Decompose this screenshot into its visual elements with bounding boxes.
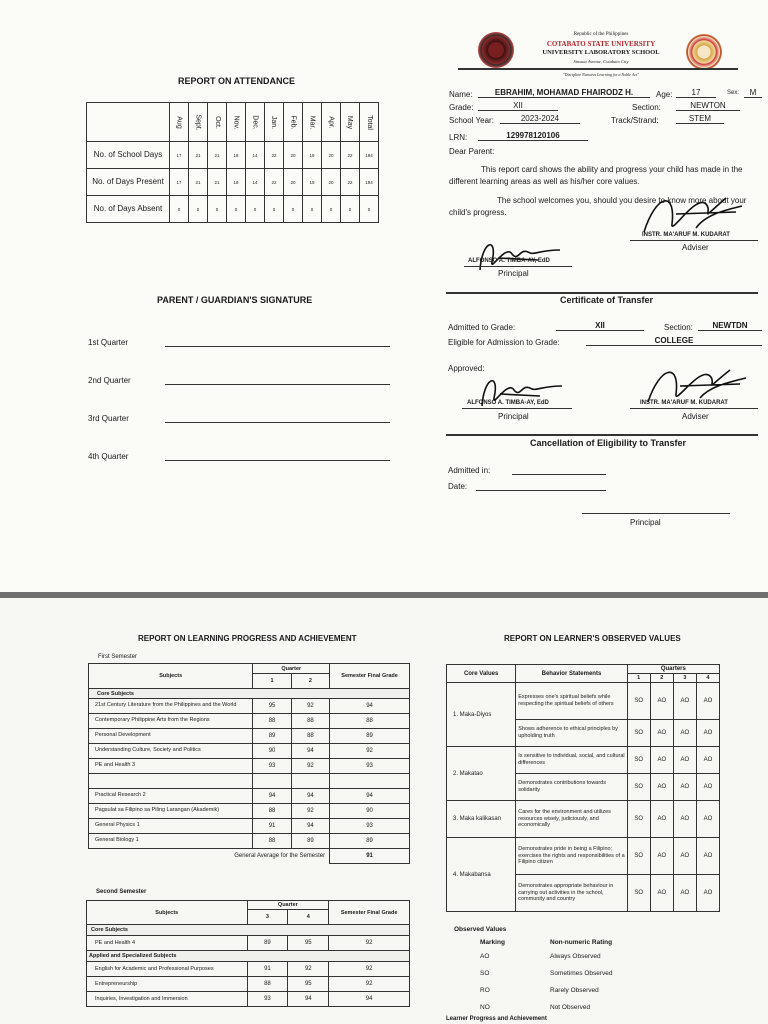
final-grade: 92 xyxy=(329,936,410,951)
behavior-statement: Expresses one's spiritual beliefs while respecting the spiritual beliefs of others xyxy=(516,683,627,720)
quarter-label: 1st Quarter xyxy=(88,338,129,347)
adviser-name-2: INSTR. MA'ARUF M. KUDARAT xyxy=(640,400,728,406)
legend-rating: Not Observed xyxy=(550,1004,591,1011)
adviser-signature-line xyxy=(630,240,758,241)
attendance-cell: 18 xyxy=(227,169,246,196)
values-title: REPORT ON LEARNER'S OBSERVED VALUES xyxy=(504,634,681,643)
core-subjects-header: Core Subjects xyxy=(87,925,410,936)
behavior-statement: Is sensitive to individual, social, and cultural differences xyxy=(516,747,627,774)
grade-q1: 88 xyxy=(253,804,291,819)
name-label: Name: xyxy=(449,90,473,99)
final-grade: 93 xyxy=(330,819,410,834)
attendance-row xyxy=(87,142,379,169)
values-table xyxy=(446,664,720,912)
admitted-grade: XII xyxy=(556,321,644,331)
grade-q2: 94 xyxy=(291,789,329,804)
student-track: STEM xyxy=(676,114,724,124)
subject-name: 21st Century Literature from the Philippines and the World xyxy=(89,699,253,714)
first-semester-table xyxy=(88,663,410,864)
grade-q1: 95 xyxy=(253,699,291,714)
value-mark: SO xyxy=(627,747,650,774)
attendance-cell: 21 xyxy=(189,142,208,169)
signature-line[interactable] xyxy=(165,460,390,461)
subject-row xyxy=(89,729,410,744)
subject-row xyxy=(87,977,410,992)
subject-name: Personal Development xyxy=(89,729,253,744)
student-sex: M xyxy=(744,88,762,98)
value-mark: AO xyxy=(673,801,696,838)
date-label: Date: xyxy=(448,482,468,491)
dear-parent: Dear Parent: xyxy=(449,147,495,156)
subject-row xyxy=(87,962,410,977)
marking-header: Marking xyxy=(480,939,505,946)
date-line[interactable] xyxy=(476,490,606,491)
attendance-cell: 0 xyxy=(189,196,208,223)
value-mark: AO xyxy=(696,747,719,774)
behavior-statement: Cares for the environment and utilizes resources wisely, judiciously, and economically xyxy=(516,801,627,838)
attendance-corner xyxy=(87,103,170,142)
attendance-cell: 14 xyxy=(246,169,265,196)
quarter-header: Quarter xyxy=(253,664,330,674)
final-grade xyxy=(330,774,410,789)
transfer-title: Certificate of Transfer xyxy=(560,295,654,305)
attendance-title: REPORT ON ATTENDANCE xyxy=(178,76,295,86)
values-row xyxy=(447,801,720,838)
lrn-label: LRN: xyxy=(449,133,468,142)
quarter-2-header: 2 xyxy=(291,674,329,689)
header-rule xyxy=(458,68,738,70)
month-header: Apr. xyxy=(327,115,335,129)
subject-row xyxy=(89,744,410,759)
subject-name: Understanding Culture, Society and Politics xyxy=(89,744,253,759)
university-name: COTABATO STATE UNIVERSITY xyxy=(546,40,656,48)
subjects-header: Subjects xyxy=(87,901,248,925)
grade-q1: 89 xyxy=(253,729,291,744)
subject-row xyxy=(89,714,410,729)
school-address: Sinsuat Avenue, Cotabato City xyxy=(573,59,629,64)
cancel-principal-role: Principal xyxy=(630,518,661,527)
school-name: UNIVERSITY LABORATORY SCHOOL xyxy=(542,49,660,56)
subject-row xyxy=(87,936,410,951)
eligible-grade-label: Eligible for Admission to Grade: xyxy=(448,338,560,347)
legend-marking: NO xyxy=(480,1004,490,1011)
grade-q2: 88 xyxy=(291,714,329,729)
attendance-row-label: No. of School Days xyxy=(87,142,170,169)
cancellation-title: Cancellation of Eligibility to Transfer xyxy=(530,438,687,448)
attendance-cell: 0 xyxy=(227,196,246,223)
principal-role: Principal xyxy=(498,269,529,278)
value-mark: AO xyxy=(650,875,673,912)
core-value-name: 1. Maka-Diyos xyxy=(447,683,516,747)
general-average-label: General Average for the Semester xyxy=(89,849,330,864)
value-mark: SO xyxy=(627,801,650,838)
values-row xyxy=(447,838,720,875)
signature-line[interactable] xyxy=(165,384,390,385)
subject-name: PE and Health 4 xyxy=(87,936,248,951)
subject-row xyxy=(89,789,410,804)
attendance-cell: 0 xyxy=(170,196,189,223)
subject-row xyxy=(89,759,410,774)
legend-rating: Always Observed xyxy=(550,953,601,960)
value-mark: AO xyxy=(673,838,696,875)
behavior-statement: Demonstrates appropriate behaviour in carrying out activities in the school, community and country xyxy=(516,875,627,912)
signature-line[interactable] xyxy=(165,422,390,423)
month-header: Jan. xyxy=(270,115,278,129)
subject-row xyxy=(89,804,410,819)
attendance-cell: 19 xyxy=(303,169,322,196)
grade-q4: 94 xyxy=(288,992,329,1007)
value-mark: AO xyxy=(650,747,673,774)
attendance-cell: 19 xyxy=(303,142,322,169)
grade-q4: 95 xyxy=(288,977,329,992)
attendance-cell: 0 xyxy=(303,196,322,223)
grade-q1: 93 xyxy=(253,759,291,774)
admitted-in-line[interactable] xyxy=(512,474,606,475)
subject-row xyxy=(89,699,410,714)
quarter-label: 2nd Quarter xyxy=(88,376,131,385)
quarter-label: 4th Quarter xyxy=(88,452,129,461)
attendance-cell: 0 xyxy=(246,196,265,223)
grade-q2: 92 xyxy=(291,759,329,774)
value-mark: AO xyxy=(696,720,719,747)
republic-text: Republic of the Philippines xyxy=(573,32,629,37)
attendance-cell: 0 xyxy=(265,196,284,223)
core-values-header: Core Values xyxy=(447,665,516,683)
attendance-cell: 14 xyxy=(246,142,265,169)
value-mark: AO xyxy=(650,774,673,801)
behavior-statements-header: Behavior Statements xyxy=(516,665,627,683)
legend-marking: AO xyxy=(480,953,490,960)
school-motto: "Discipline Nurtures Learning for a Noble Act" xyxy=(562,72,640,77)
csu-seal-logo xyxy=(478,32,514,68)
value-mark: AO xyxy=(673,747,696,774)
eligible-grade: COLLEGE xyxy=(586,336,762,346)
principal-signature-line-2 xyxy=(462,408,572,409)
quarter-4-header: 4 xyxy=(288,910,329,925)
subject-row xyxy=(87,992,410,1007)
attendance-cell: 0 xyxy=(322,196,341,223)
value-mark: SO xyxy=(627,774,650,801)
value-mark: AO xyxy=(696,838,719,875)
intro-paragraph: This report card shows the ability and progress your child has made in the different learning areas as well as his/her core values. xyxy=(449,165,743,186)
subject-name: General Biology 1 xyxy=(89,834,253,849)
grade-q2 xyxy=(291,774,329,789)
principal-name: ALFONSO A. TIMBA-AY, EdD xyxy=(468,258,550,264)
core-value-name: 4. Makabansa xyxy=(447,838,516,912)
approved-label: Approved: xyxy=(448,364,485,373)
subject-row xyxy=(89,819,410,834)
progress-title: REPORT ON LEARNING PROGRESS AND ACHIEVEMENT xyxy=(138,634,357,643)
value-mark: AO xyxy=(696,875,719,912)
school-year: 2023-2024 xyxy=(500,114,580,124)
grade-q2: 89 xyxy=(291,834,329,849)
quarter-label: 3rd Quarter xyxy=(88,414,129,423)
value-mark: AO xyxy=(650,838,673,875)
adviser-signature-line-2 xyxy=(630,408,758,409)
adviser-role: Adviser xyxy=(682,243,709,252)
transfer-rule xyxy=(446,292,758,294)
attendance-cell: 22 xyxy=(265,142,284,169)
final-grade: 92 xyxy=(329,962,410,977)
month-header: Nov. xyxy=(232,115,240,129)
attendance-cell: 194 xyxy=(360,142,379,169)
track-label: Track/Strand: xyxy=(611,116,659,125)
value-mark: SO xyxy=(627,838,650,875)
subject-name: English for Academic and Professional Purposes xyxy=(87,962,248,977)
quarters-header: Quarters xyxy=(627,665,719,674)
value-mark: AO xyxy=(673,774,696,801)
attendance-cell: 21 xyxy=(189,169,208,196)
value-mark: SO xyxy=(627,720,650,747)
grade-q3: 89 xyxy=(247,936,288,951)
subject-name: Inquiries, Investigation and Immersion xyxy=(87,992,248,1007)
attendance-cell: 22 xyxy=(341,169,360,196)
values-row xyxy=(447,683,720,720)
quarter-header: Quarter xyxy=(247,901,329,910)
sex-label: Sex: xyxy=(727,90,740,96)
subject-name: Pagsulat sa Filipino sa Piling Larangan (Akademik) xyxy=(89,804,253,819)
value-mark: AO xyxy=(650,683,673,720)
grade-q3: 88 xyxy=(247,977,288,992)
legend-marking: RO xyxy=(480,987,490,994)
value-mark: SO xyxy=(627,875,650,912)
final-grade: 90 xyxy=(330,804,410,819)
age-label: Age: xyxy=(656,90,673,99)
final-grade: 92 xyxy=(330,744,410,759)
cancel-principal-line xyxy=(582,513,730,514)
achievement-footer-title: Learner Progress and Achievement xyxy=(446,1016,547,1022)
grade-q2: 92 xyxy=(291,699,329,714)
values-quarter-header: 4 xyxy=(696,674,719,683)
subject-row xyxy=(89,834,410,849)
final-grade: 94 xyxy=(330,699,410,714)
nonnumeric-header: Non-numeric Rating xyxy=(550,939,613,946)
general-average: 91 xyxy=(330,849,410,864)
attendance-cell: 0 xyxy=(284,196,303,223)
adviser-name: INSTR. MA'ARUF M. KUDARAT xyxy=(642,232,730,238)
attendance-cell: 17 xyxy=(170,142,189,169)
subject-name: Practical Research 2 xyxy=(89,789,253,804)
attendance-row xyxy=(87,196,379,223)
month-header: Mar. xyxy=(308,115,316,129)
value-mark: AO xyxy=(650,801,673,838)
grade-q1: 94 xyxy=(253,789,291,804)
month-header: Aug xyxy=(175,115,183,129)
school-year-label: School Year: xyxy=(449,116,494,125)
subject-name: Contemporary Philippine Arts from the Regions xyxy=(89,714,253,729)
signature-line[interactable] xyxy=(165,346,390,347)
final-grade: 94 xyxy=(329,992,410,1007)
value-mark: AO xyxy=(696,801,719,838)
behavior-statement: Demonstrates contributions towards solidarity xyxy=(516,774,627,801)
subject-row xyxy=(89,774,410,789)
legend-rating: Rarely Observed xyxy=(550,987,599,994)
attendance-cell: 22 xyxy=(265,169,284,196)
grade-q4: 92 xyxy=(288,962,329,977)
value-mark: SO xyxy=(627,683,650,720)
uls-seal-logo xyxy=(686,34,722,70)
report-card-inner-page xyxy=(0,598,768,1024)
final-grade-header: Semester Final Grade xyxy=(329,901,410,925)
values-quarter-header: 3 xyxy=(673,674,696,683)
attendance-cell: 20 xyxy=(284,169,303,196)
grade-q1: 91 xyxy=(253,819,291,834)
grade-q3: 93 xyxy=(247,992,288,1007)
month-header: Oct. xyxy=(213,115,221,129)
grade-q1: 88 xyxy=(253,714,291,729)
value-mark: AO xyxy=(696,683,719,720)
attendance-row xyxy=(87,169,379,196)
quarter-1-header: 1 xyxy=(253,674,291,689)
section-label: Section: xyxy=(632,103,661,112)
second-semester-table xyxy=(86,900,410,1007)
month-header: Total xyxy=(365,114,373,130)
grade-label: Grade: xyxy=(449,103,474,112)
attendance-cell: 194 xyxy=(360,169,379,196)
quarter-3-header: 3 xyxy=(247,910,288,925)
values-quarter-header: 2 xyxy=(650,674,673,683)
grade-q1: 90 xyxy=(253,744,291,759)
welcome-paragraph: The school welcomes you, should you desire to know more about your child's progress. xyxy=(449,196,747,217)
admitted-in-label: Admitted in: xyxy=(448,466,491,475)
student-name: EBRAHIM, MOHAMAD FHAIRODZ H. xyxy=(478,88,650,98)
value-mark: AO xyxy=(696,774,719,801)
grade-q2: 94 xyxy=(291,744,329,759)
attendance-row-label: No. of Days Absent xyxy=(87,196,170,223)
core-value-name: 2. Makatao xyxy=(447,747,516,801)
subjects-header: Subjects xyxy=(89,664,253,689)
student-age: 17 xyxy=(676,88,716,98)
student-grade: XII xyxy=(478,101,558,111)
admitted-grade-label: Admitted to Grade: xyxy=(448,323,516,332)
attendance-table xyxy=(86,102,379,223)
attendance-cell: 20 xyxy=(284,142,303,169)
attendance-cell: 20 xyxy=(322,169,341,196)
legend-rating: Sometimes Observed xyxy=(550,970,613,977)
grade-q2: 92 xyxy=(291,804,329,819)
attendance-cell: 17 xyxy=(170,169,189,196)
subject-name: Entrepreneurship xyxy=(87,977,248,992)
behavior-statement: Demonstrates pride in being a Filipino; exercises the rights and responsibilities of a Filipino citizen xyxy=(516,838,627,875)
month-header: Dec. xyxy=(251,114,259,130)
subject-name: General Physics 1 xyxy=(89,819,253,834)
grade-q4: 95 xyxy=(288,936,329,951)
transfer-section-label: Section: xyxy=(664,323,693,332)
core-value-name: 3. Maka kalikasan xyxy=(447,801,516,838)
legend-marking: SO xyxy=(480,970,490,977)
final-grade-header: Semester Final Grade xyxy=(330,664,410,689)
cancellation-rule xyxy=(446,434,758,436)
student-lrn: 129978120106 xyxy=(478,131,588,141)
attendance-row-label: No. of Days Present xyxy=(87,169,170,196)
grade-q1: 88 xyxy=(253,834,291,849)
values-quarter-header: 1 xyxy=(627,674,650,683)
grade-q2: 88 xyxy=(291,729,329,744)
final-grade: 92 xyxy=(329,977,410,992)
value-mark: AO xyxy=(673,683,696,720)
first-semester-label: First Semester xyxy=(98,654,138,660)
final-grade: 89 xyxy=(330,729,410,744)
attendance-cell: 0 xyxy=(341,196,360,223)
month-header: Feb. xyxy=(289,114,297,130)
adviser-role-2: Adviser xyxy=(682,412,709,421)
applied-subjects-header: Applied and Specialized Subjects xyxy=(87,951,410,962)
principal-name-2: ALFONSO A. TIMBA-AY, EdD xyxy=(467,400,549,406)
second-semester-label: Second Semester xyxy=(96,889,147,895)
subject-name: PE and Health 3 xyxy=(89,759,253,774)
final-grade: 88 xyxy=(330,714,410,729)
grade-q1 xyxy=(253,774,291,789)
value-mark: AO xyxy=(673,720,696,747)
behavior-statement: Shows adherence to ethical principles by upholding truth xyxy=(516,720,627,747)
principal-signature-line xyxy=(464,266,572,267)
month-header: Sept. xyxy=(194,113,202,131)
grade-q2: 94 xyxy=(291,819,329,834)
grade-q3: 91 xyxy=(247,962,288,977)
values-row xyxy=(447,747,720,774)
final-grade: 89 xyxy=(330,834,410,849)
attendance-cell: 18 xyxy=(227,142,246,169)
attendance-cell: 0 xyxy=(208,196,227,223)
month-header: May xyxy=(346,115,354,129)
student-section: NEWTON xyxy=(676,101,740,111)
attendance-cell: 22 xyxy=(341,142,360,169)
attendance-cell: 21 xyxy=(208,142,227,169)
final-grade: 94 xyxy=(330,789,410,804)
guardian-title: PARENT / GUARDIAN'S SIGNATURE xyxy=(157,295,313,305)
transfer-section: NEWTDN xyxy=(698,321,762,331)
attendance-cell: 20 xyxy=(322,142,341,169)
subject-name xyxy=(89,774,253,789)
value-mark: AO xyxy=(673,875,696,912)
attendance-cell: 0 xyxy=(360,196,379,223)
value-mark: AO xyxy=(650,720,673,747)
legend-title: Observed Values xyxy=(454,926,507,933)
final-grade: 93 xyxy=(330,759,410,774)
principal-role-2: Principal xyxy=(498,412,529,421)
attendance-cell: 21 xyxy=(208,169,227,196)
core-subjects-header: Core Subjects xyxy=(89,689,410,699)
